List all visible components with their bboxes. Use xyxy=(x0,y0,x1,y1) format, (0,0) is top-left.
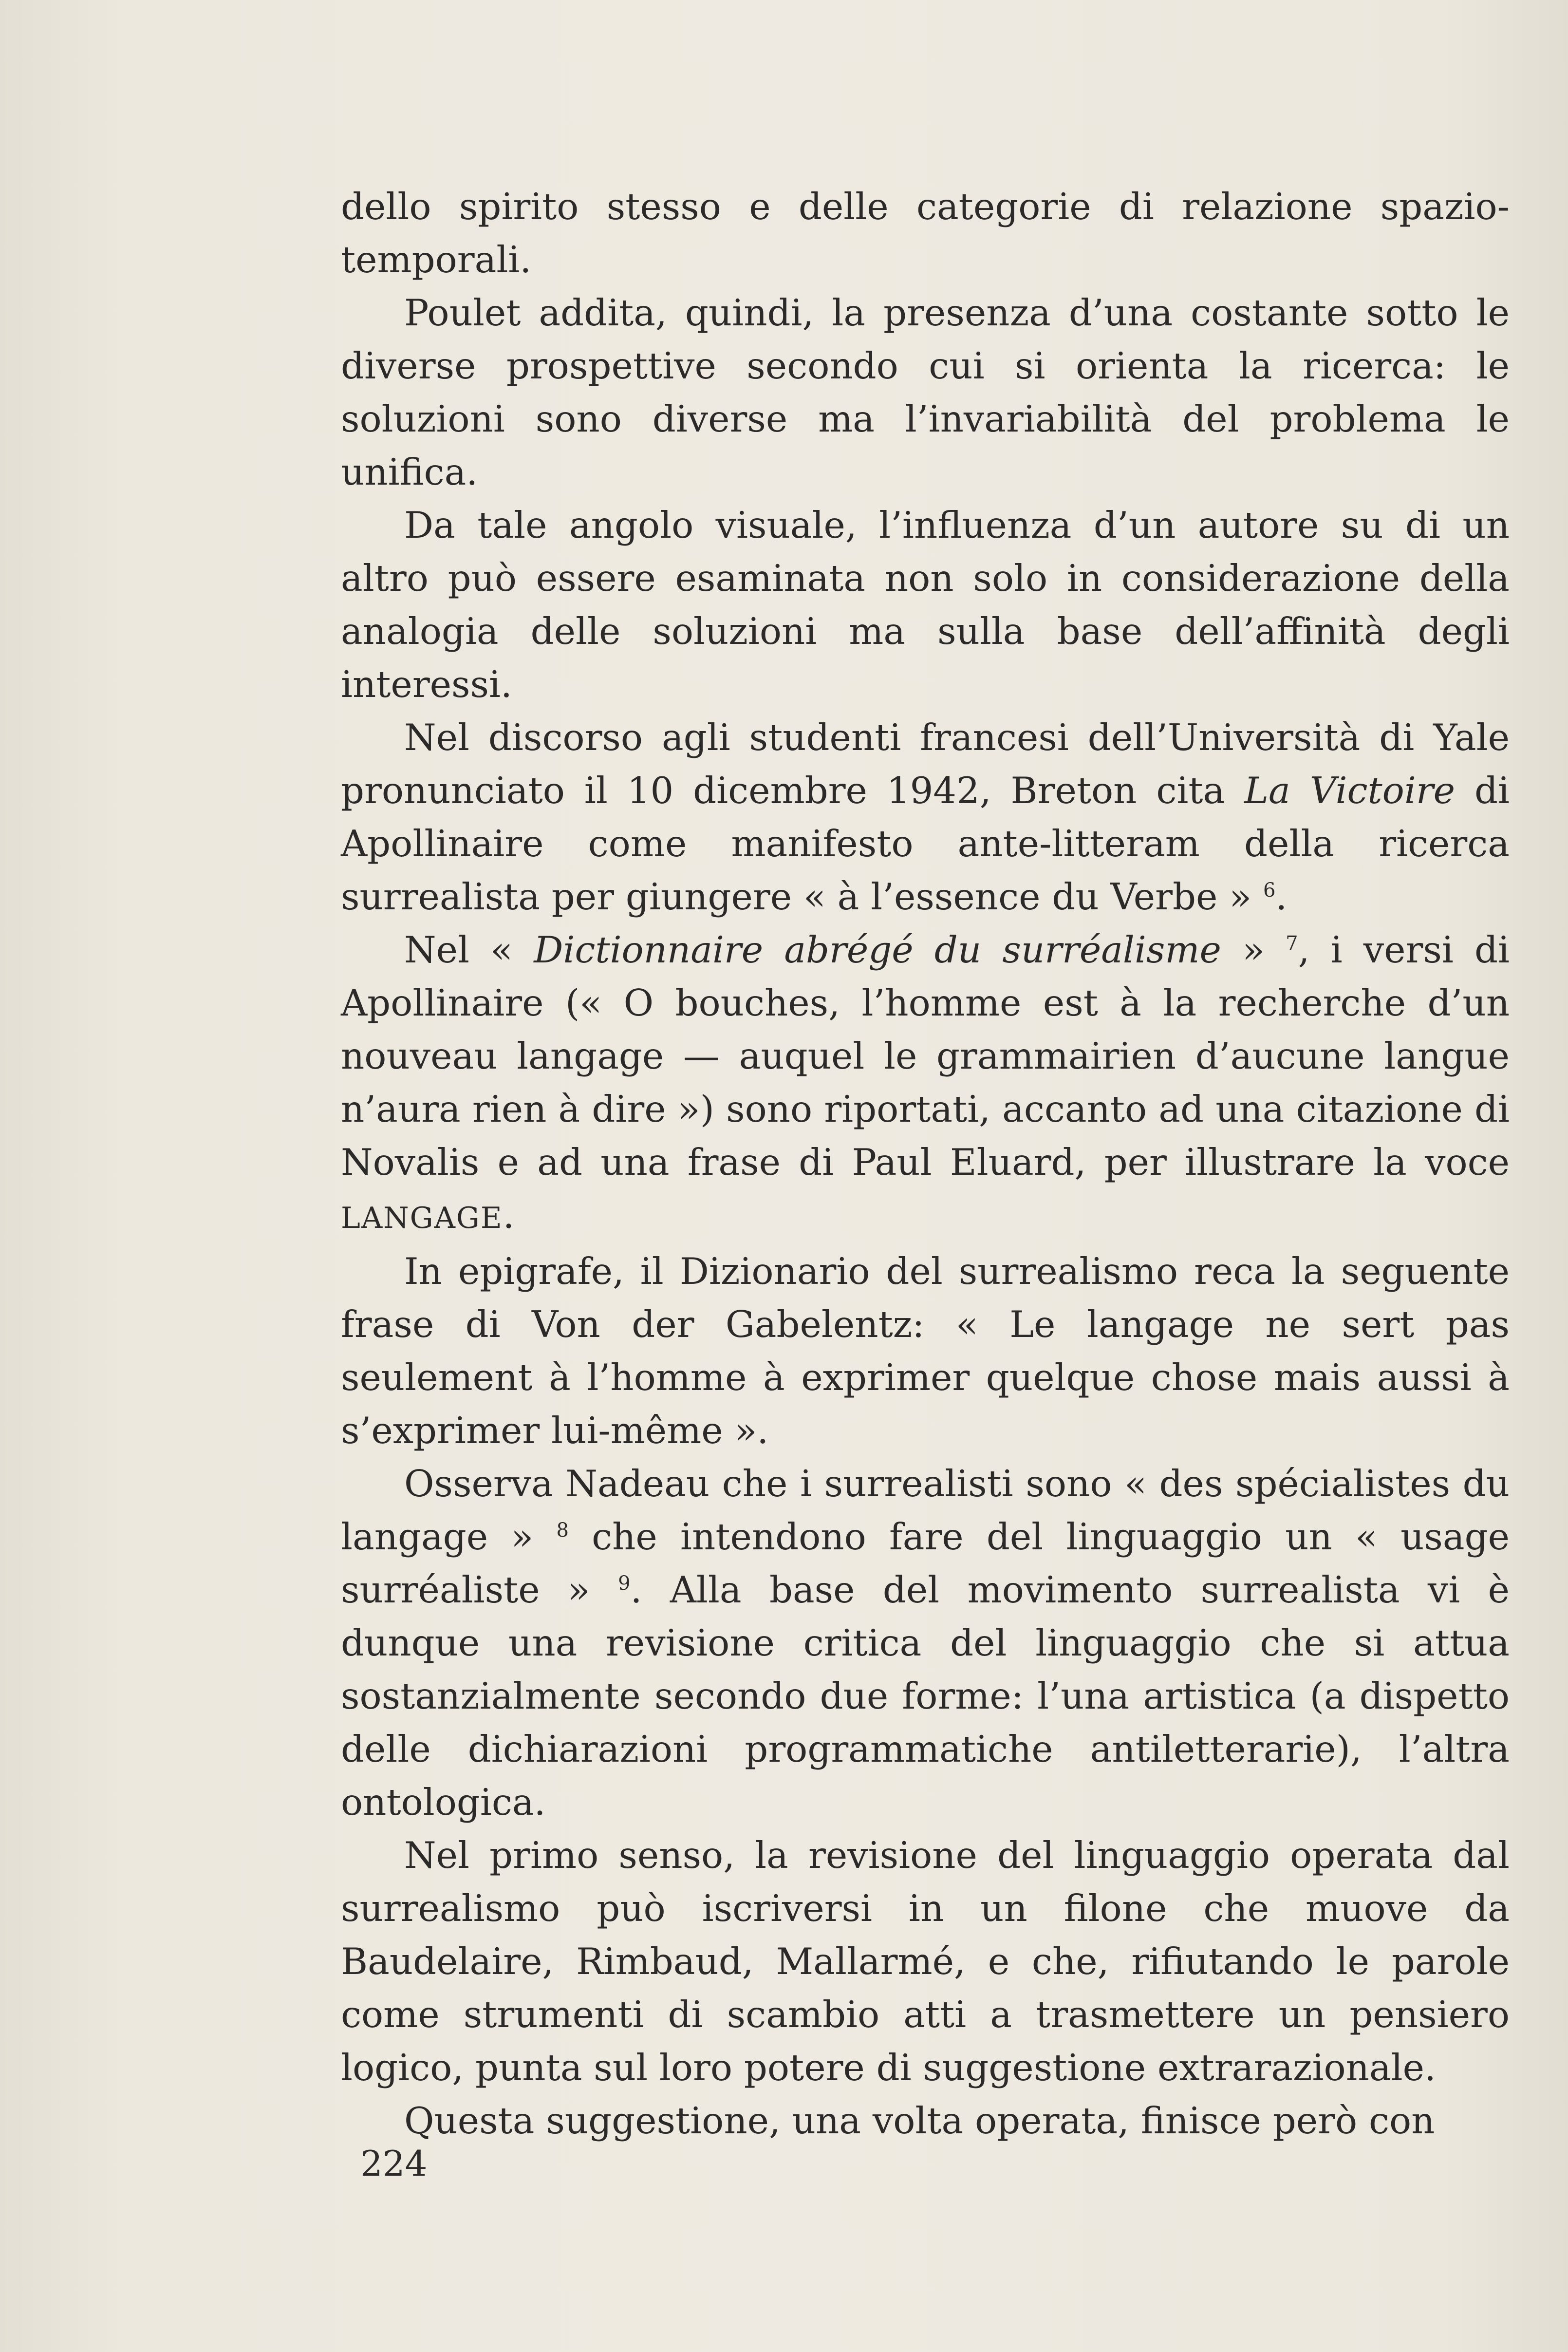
footnote-marker: 7 xyxy=(1286,932,1298,955)
text-run: . xyxy=(1275,875,1288,918)
text-run: Nel primo senso, la revisione del linguaggio operata dal surrealismo può iscriversi in un filone che muove da Baudelaire, Rimbaud, Mallarmé, e che, rifiutando le parole come strumenti di scambio atti a trasmettere un pensiero logico, punta sul loro potere di suggestione extrarazionale. xyxy=(341,1834,1510,2089)
text-run: » xyxy=(1221,928,1286,971)
text-run: che intendono fare del linguaggio un « usage surréaliste » xyxy=(341,1515,1510,1611)
text-run: . xyxy=(503,1194,515,1237)
paragraph xyxy=(341,1245,1510,1457)
body-text xyxy=(341,180,1510,2147)
italic-text: Dictionnaire abrégé du surréalisme xyxy=(534,928,1221,971)
text-run: Nel « xyxy=(404,928,534,971)
text-run: dello spirito stesso e delle categorie di relazione spazio-temporali. xyxy=(341,185,1510,281)
text-run: In epigrafe, il Dizionario del surrealismo reca la seguente frase di Von der Gabelentz: « Le langage ne sert pas seulement à l’homme à exprimer quelque chose mais aussi à s’exprimer lui-même ». xyxy=(341,1250,1510,1452)
text-run: Osserva Nadeau che i surrealisti sono « des spécialistes du langage » xyxy=(341,1462,1510,1558)
italic-text: La Victoire xyxy=(1244,769,1456,812)
text-run: di Apollinaire come manifesto ante-litteram della ricerca surrealista per giungere « à l’essence du Verbe » xyxy=(341,769,1510,918)
smallcaps-text: LANGAGE xyxy=(341,1201,503,1235)
text-run: Nel discorso agli studenti francesi dell’Università di Yale pronunciato il 10 dicembre 1942, Breton cita xyxy=(341,716,1510,812)
page-number: 224 xyxy=(360,2143,428,2184)
paragraph xyxy=(341,1829,1510,2094)
text-run: Poulet addita, quindi, la presenza d’una costante sotto le diverse prospettive secondo cui si orienta la ricerca: le soluzioni sono diverse ma l’invariabilità del problema le unifica. xyxy=(341,291,1510,493)
text-run: Da tale angolo visuale, l’influenza d’un autore su di un altro può essere esaminata non solo in considerazione della analogia delle soluzioni ma sulla base dell’affinità degli interessi. xyxy=(341,504,1510,706)
footnote-marker: 8 xyxy=(556,1519,569,1542)
footnote-marker: 6 xyxy=(1263,879,1276,902)
paragraph xyxy=(341,499,1510,711)
paragraph xyxy=(341,1457,1510,1829)
paragraph xyxy=(341,711,1510,923)
text-run: Questa suggestione, una volta operata, finisce però con xyxy=(404,2099,1435,2142)
footnote-marker: 9 xyxy=(618,1572,631,1595)
paragraph xyxy=(341,923,1510,1245)
paragraph xyxy=(341,2094,1510,2147)
text-run: . Alla base del movimento surrealista vi è dunque una revisione critica del linguaggio che si attua sostanzialmente secondo due forme: l’una artistica (a dispetto delle dichiarazioni programmatiche antiletterarie), l’altra ontologica. xyxy=(341,1568,1510,1824)
text-run: , i versi di Apollinaire (« O bouches, l’homme est à la recherche d’un nouveau langage — auquel le grammairien d’aucune langue n’aura rien à dire ») sono riportati, accanto ad una citazione di Novalis e ad una frase di Paul Eluard, per illustrare la voce xyxy=(341,928,1510,1184)
paragraph xyxy=(341,286,1510,499)
paragraph xyxy=(341,180,1510,286)
